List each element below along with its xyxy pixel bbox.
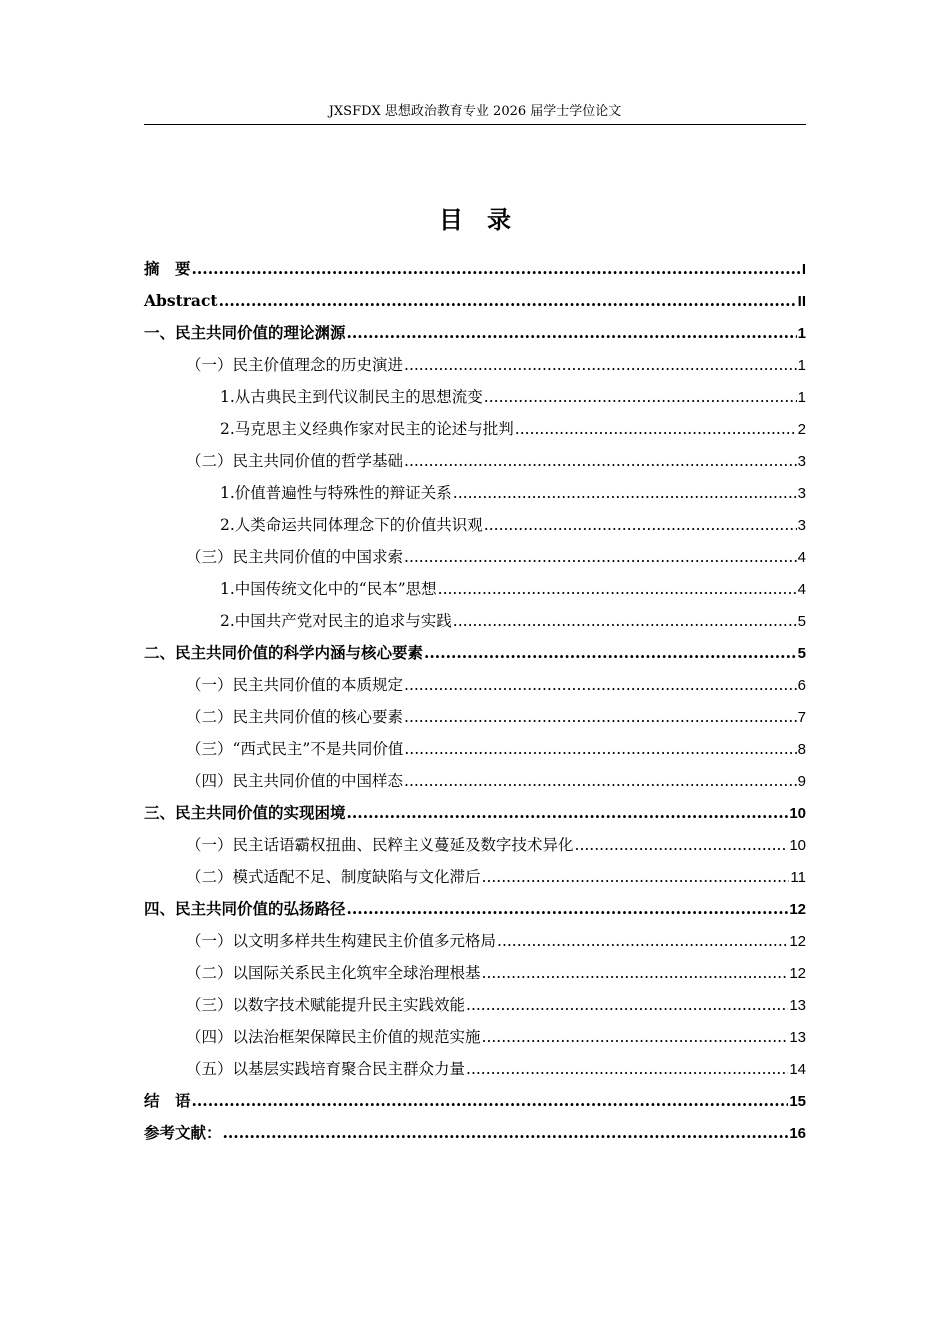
toc-page-number: 12 [789, 901, 806, 918]
toc-entry[interactable] [144, 829, 806, 861]
toc-entry-label: 2.马克思主义经典作家对民主的论述与批判 [220, 420, 514, 438]
toc-leader-dots [347, 893, 789, 925]
running-header: JXSFDX 思想政治教育专业 2026 届学士学位论文 [328, 104, 622, 119]
toc-entry-label: （一）民主共同价值的本质规定 [186, 676, 404, 694]
toc-page-number: 10 [789, 805, 806, 822]
toc-page-number: 3 [797, 517, 806, 534]
toc-leader-dots [453, 477, 797, 509]
toc-entry-label: 结 语 [144, 1091, 191, 1110]
toc-entry[interactable] [144, 1053, 806, 1085]
toc-leader-dots [404, 541, 797, 573]
toc-page-number: 15 [789, 1093, 806, 1110]
toc-entry[interactable] [144, 605, 806, 637]
toc-entry-label: 一、民主共同价值的理论渊源 [144, 323, 346, 342]
toc-entry-label: 参考文献： [144, 1123, 222, 1142]
toc-leader-dots [482, 1021, 789, 1053]
toc-entry[interactable] [144, 541, 806, 573]
toc-leader-dots [404, 733, 796, 765]
toc-leader-dots [347, 317, 797, 349]
toc-entry[interactable] [144, 349, 806, 381]
toc-leader-dots [192, 253, 801, 285]
toc-entry[interactable] [144, 637, 806, 669]
toc-entry[interactable] [144, 1085, 806, 1117]
toc-page-number: 8 [797, 741, 806, 758]
toc-entry-label: （二）民主共同价值的哲学基础 [186, 452, 404, 470]
toc-entry[interactable] [144, 957, 806, 989]
toc-page-number: 5 [797, 645, 806, 662]
toc-page-number: 4 [797, 549, 806, 566]
toc-leader-dots [482, 957, 789, 989]
toc-leader-dots [466, 989, 788, 1021]
toc-leader-dots [575, 829, 789, 861]
toc-page-number: 12 [789, 933, 806, 950]
toc-page-number: 9 [797, 773, 806, 790]
toc-page-number: 10 [789, 837, 806, 854]
toc-leader-dots [219, 285, 797, 317]
toc-page-number: 13 [789, 997, 806, 1014]
toc-page-number: 1 [797, 389, 806, 406]
toc-entry-label: （四）民主共同价值的中国样态 [186, 772, 404, 790]
toc-leader-dots [497, 925, 788, 957]
toc-page-number: 16 [789, 1125, 806, 1142]
toc-entry[interactable] [144, 893, 806, 925]
toc-entry[interactable] [144, 925, 806, 957]
toc-page-number: II [797, 293, 806, 310]
toc-entry[interactable] [144, 381, 806, 413]
toc-leader-dots [404, 445, 797, 477]
toc-entry[interactable] [144, 509, 806, 541]
toc-entry[interactable] [144, 1117, 806, 1149]
toc-entry-label: 1.中国传统文化中的“民本”思想 [220, 580, 437, 598]
toc-entry[interactable] [144, 989, 806, 1021]
toc-entry-label: 摘 要 [144, 259, 191, 278]
toc-entry-label: 四、民主共同价值的弘扬路径 [144, 899, 346, 918]
toc-leader-dots [424, 637, 797, 669]
toc-entry[interactable] [144, 413, 806, 445]
toc-entry-label: 三、民主共同价值的实现困境 [144, 803, 346, 822]
toc-entry[interactable] [144, 285, 806, 317]
toc-entry-label: 1.价值普遍性与特殊性的辩证关系 [220, 484, 452, 502]
toc-leader-dots [438, 573, 797, 605]
toc-entry-label: 1.从古典民主到代议制民主的思想流变 [220, 388, 483, 406]
toc-leader-dots [223, 1117, 789, 1149]
toc-entry[interactable] [144, 669, 806, 701]
toc-leader-dots [453, 605, 797, 637]
table-of-contents [144, 253, 806, 1149]
toc-page-number: 5 [797, 613, 806, 630]
toc-entry[interactable] [144, 317, 806, 349]
toc-page-number: 14 [789, 1061, 806, 1078]
toc-entry-label: （二）以国际关系民主化筑牢全球治理根基 [186, 964, 481, 982]
toc-entry-label: 2.人类命运共同体理念下的价值共识观 [220, 516, 483, 534]
toc-entry-label: （五）以基层实践培育聚合民主群众力量 [186, 1060, 466, 1078]
toc-entry-label: Abstract [144, 291, 218, 310]
toc-entry[interactable] [144, 701, 806, 733]
toc-entry-label: 二、民主共同价值的科学内涵与核心要素 [144, 643, 424, 662]
header-divider [144, 124, 806, 125]
toc-entry-label: （一）以文明多样共生构建民主价值多元格局 [186, 932, 497, 950]
toc-leader-dots [404, 349, 797, 381]
toc-entry[interactable] [144, 765, 806, 797]
toc-entry-label: （一）民主价值理念的历史演进 [186, 356, 404, 374]
toc-leader-dots [484, 381, 797, 413]
toc-page-number: 6 [797, 677, 806, 694]
toc-leader-dots [192, 1085, 789, 1117]
toc-entry[interactable] [144, 253, 806, 285]
toc-page-number: 3 [797, 453, 806, 470]
toc-entry-label: （三）民主共同价值的中国求索 [186, 548, 404, 566]
toc-page-number: 7 [797, 709, 806, 726]
toc-leader-dots [347, 797, 789, 829]
toc-entry-label: （一）民主话语霸权扭曲、民粹主义蔓延及数字技术异化 [186, 836, 574, 854]
toc-entry-label: 2.中国共产党对民主的追求与实践 [220, 612, 452, 630]
toc-leader-dots [484, 509, 797, 541]
toc-entry-label: （三）以数字技术赋能提升民主实践效能 [186, 996, 466, 1014]
toc-entry-label: （四）以法治框架保障民主价值的规范实施 [186, 1028, 481, 1046]
toc-page-number: 4 [797, 581, 806, 598]
toc-page-number: 2 [797, 421, 806, 438]
toc-entry[interactable] [144, 797, 806, 829]
toc-leader-dots [482, 861, 790, 893]
toc-entry[interactable] [144, 733, 806, 765]
toc-leader-dots [515, 413, 797, 445]
toc-entry-label: （二）模式适配不足、制度缺陷与文化滞后 [186, 868, 481, 886]
toc-entry[interactable] [144, 573, 806, 605]
toc-leader-dots [404, 701, 797, 733]
toc-entry-label: （三）“西式民主”不是共同价值 [186, 740, 404, 758]
toc-entry[interactable] [144, 477, 806, 509]
toc-title: 目 录 [439, 205, 511, 234]
toc-entry-label: （二）民主共同价值的核心要素 [186, 708, 404, 726]
toc-leader-dots [404, 669, 797, 701]
toc-page-number: 3 [797, 485, 806, 502]
toc-page-number: 1 [797, 325, 806, 342]
toc-leader-dots [466, 1053, 788, 1085]
toc-page-number: 11 [790, 869, 806, 886]
toc-leader-dots [404, 765, 797, 797]
toc-entry[interactable] [144, 445, 806, 477]
toc-page-number: I [801, 261, 806, 278]
toc-entry[interactable] [144, 1021, 806, 1053]
toc-entry[interactable] [144, 861, 806, 893]
toc-page-number: 1 [797, 357, 806, 374]
toc-page-number: 12 [789, 965, 806, 982]
toc-page-number: 13 [789, 1029, 806, 1046]
